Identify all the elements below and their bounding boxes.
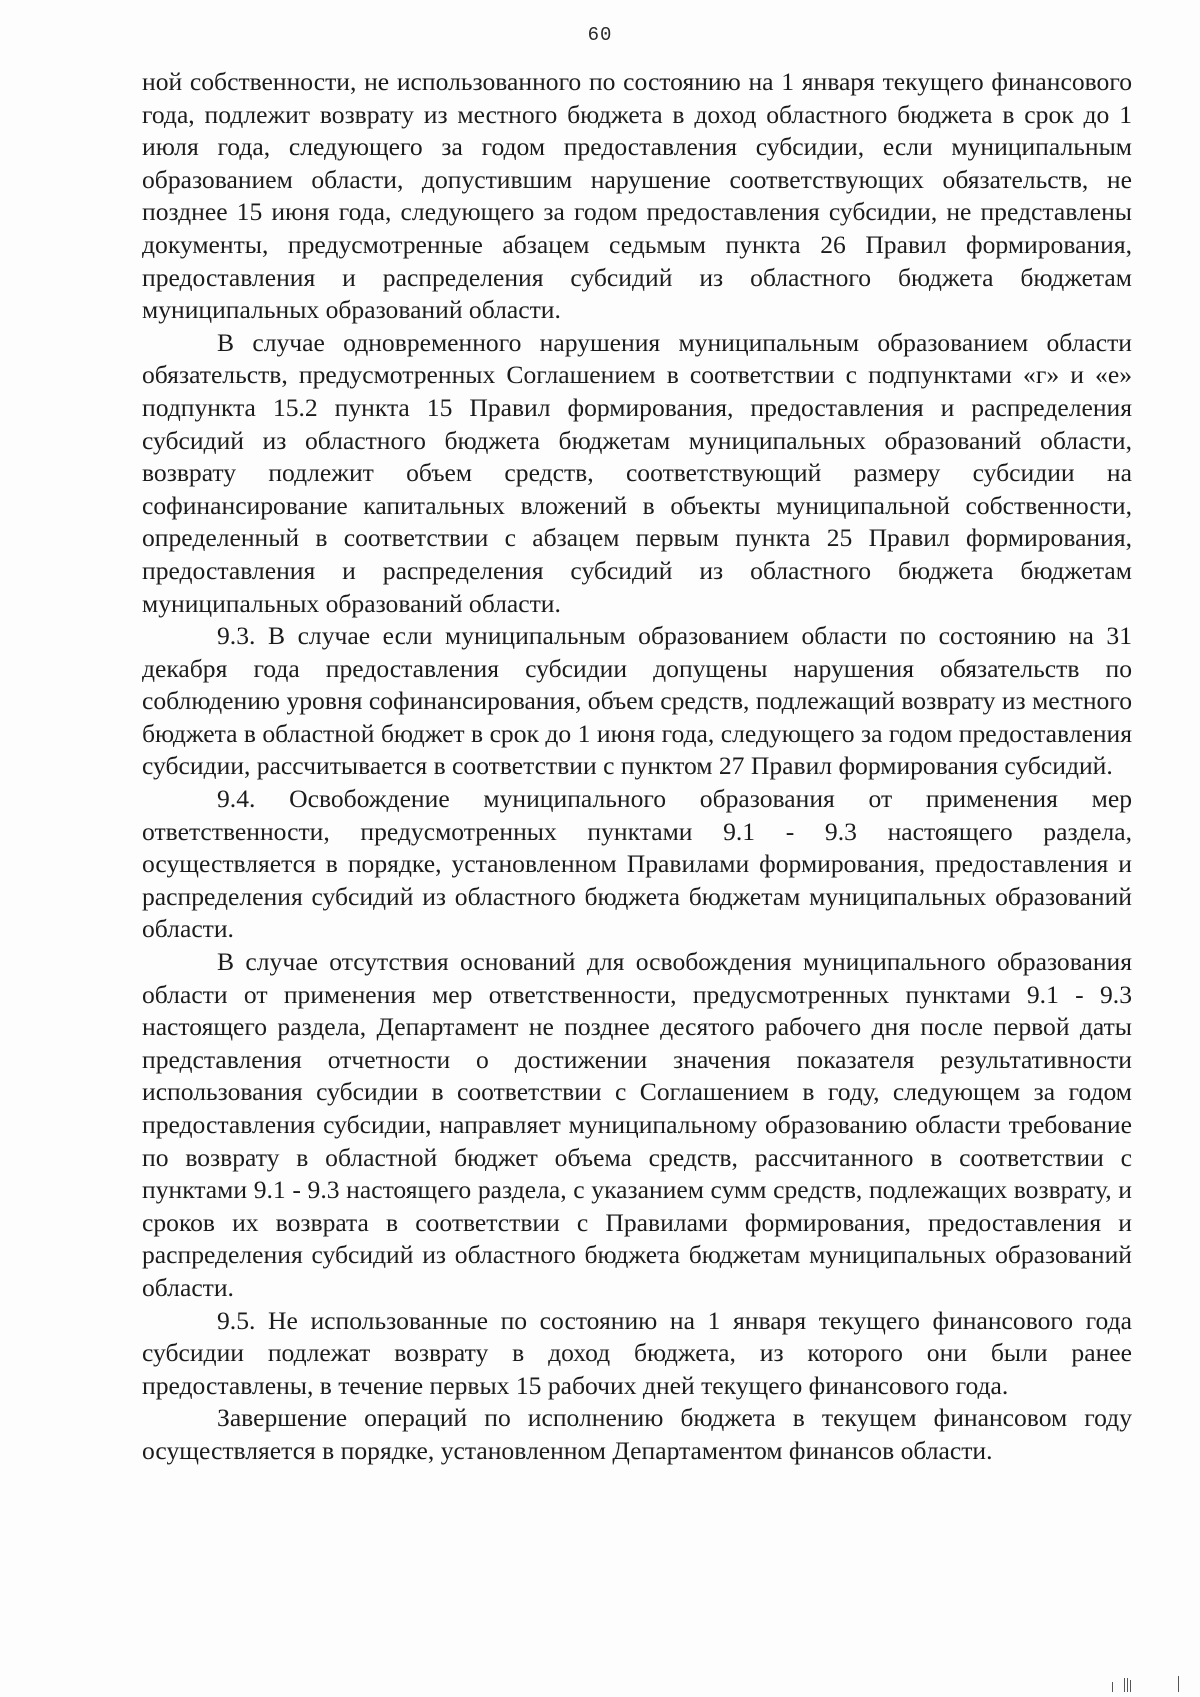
scan-artifact-marks bbox=[1108, 1672, 1188, 1692]
paragraph-completion: Завершение операций по исполнению бюджета в текущем финансовом году осуществляется в порядке, установленном Департаментом финансов области. bbox=[142, 1403, 1132, 1465]
paragraph-9-5: 9.5. Не использованные по состоянию на 1 января текущего финансового года субсидии подлежат возврату в доход бюджета, из которого они были ранее предоставлены, в течение первых 15 рабочих дней текущего финансового года. bbox=[142, 1305, 1132, 1400]
paragraph-no-grounds: В случае отсутствия оснований для освобождения муниципального образования области от применения мер ответственности, предусмотренных пунктами 9.1 - 9.3 настоящего раздела, Департамент не позднее десятого рабочего дня после первой даты представления отчетности о достижении значения показателя результативности использования субсидии в соответствии с Соглашением в году, следующем за годом предоставления субсидии, направляет муниципальному образованию области требование по возврату в областной бюджет объема средств, рассчитанного в соответствии с пунктами 9.1 - 9.3 настоящего раздела, с указанием сумм средств, подлежащих возврату, и сроков их возврата в соответствии с Правилами формирования, предоставления и распределения субсидий из областного бюджета бюджетам муниципальных образований области. bbox=[142, 947, 1132, 1302]
paragraph-continuation: ной собственности, не использованного по состоянию на 1 января текущего финансового года, подлежит возврату из местного бюджета в доход областного бюджета в срок до 1 июля года, следующего за годом предоставления субсидии, если муниципальным образованием области, допустившим нарушение соответствующих обязательств, не позднее 15 июня года, следующего за годом предоставления субсидии, не представлены документы, предусмотренные абзацем седьмым пункта 26 Правил формирования, предоставления и распределения субсидий из областного бюджета бюджетам муниципальных образований области. bbox=[142, 67, 1132, 325]
paragraph-9-4: 9.4. Освобождение муниципального образования от применения мер ответственности, предусмотренных пунктами 9.1 - 9.3 настоящего раздела, осуществляется в порядке, установленном Правилами формирования, предоставления и распределения субсидий из областного бюджета бюджетам муниципальных образований области. bbox=[142, 784, 1132, 944]
paragraph-9-3: 9.3. В случае если муниципальным образованием области по состоянию на 31 декабря года предоставления субсидии допущены нарушения обязательств по соблюдению уровня софинансирования, объем средств, подлежащий возврату из местного бюджета в областной бюджет в срок до 1 июня года, следующего за годом предоставления субсидии, рассчитывается в соответствии с пунктом 27 Правил формирования субсидий. bbox=[142, 621, 1132, 781]
page-number: 60 bbox=[587, 24, 613, 46]
paragraph-simultaneous-violation: В случае одновременного нарушения муниципальным образованием области обязательств, предусмотренных Соглашением в соответствии с подпунктами «г» и «е» подпункта 15.2 пункта 15 Правил формирования, предоставления и распределения субсидий из областного бюджета бюджетам муниципальных образований области, возврату подлежит объем средств, соответствующий размеру субсидии на софинансирование капитальных вложений в объекты муниципальной собственности, определенный в соответствии с абзацем первым пункта 25 Правил формирования, предоставления и распределения субсидий из областного бюджета бюджетам муниципальных образований области. bbox=[142, 327, 1132, 618]
document-body bbox=[142, 66, 1132, 1468]
